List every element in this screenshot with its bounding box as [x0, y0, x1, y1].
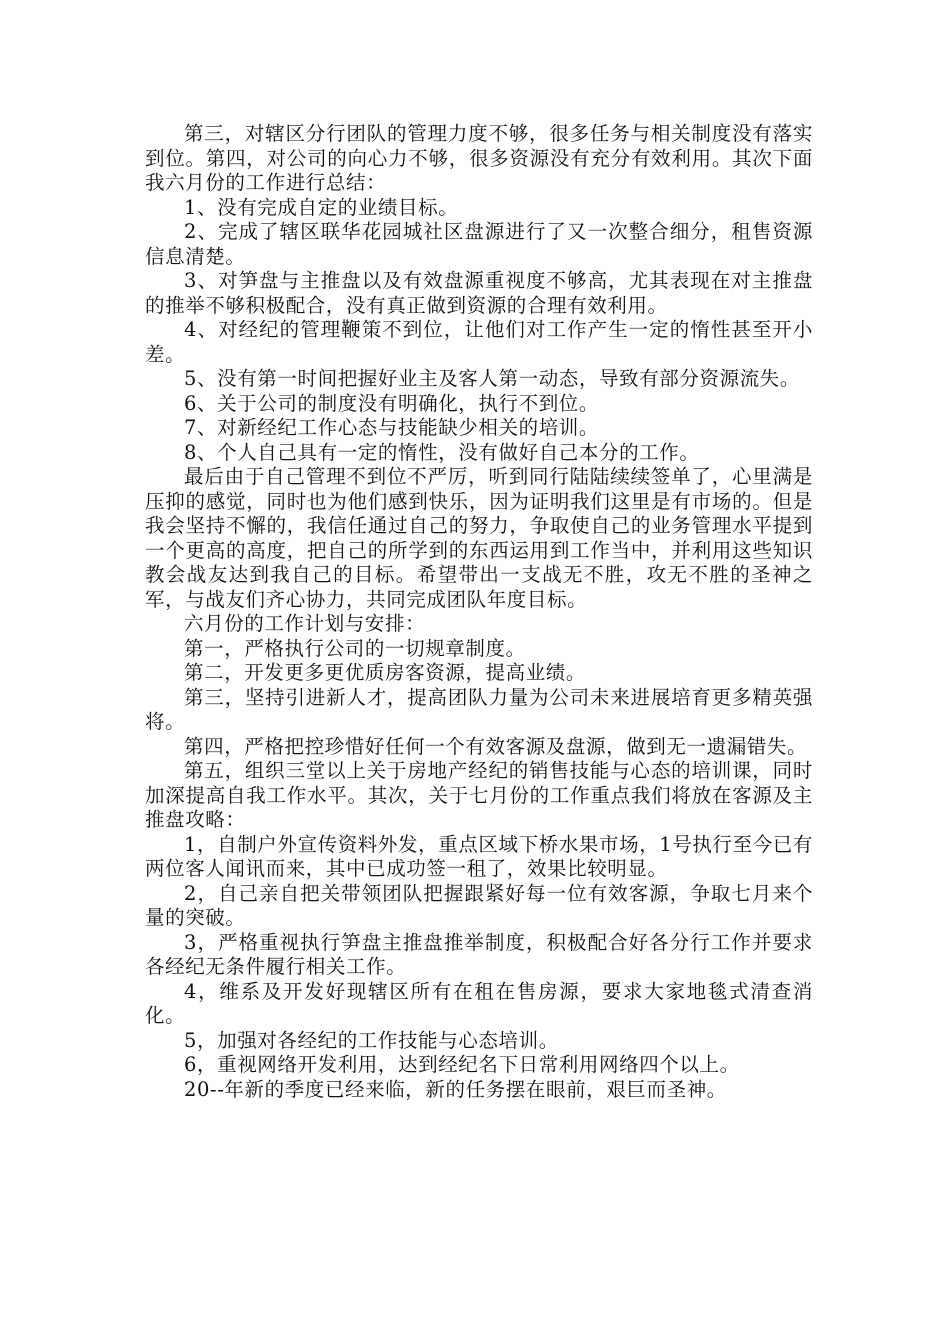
- list-item: 3、对笋盘与主推盘以及有效盘源重视度不够高，尤其表现在对主推盘的推举不够积极配合，没有真正做到资源的合理有效利用。: [145, 269, 813, 317]
- paragraph: 最后由于自己管理不到位不严厉，听到同行陆陆续续签单了，心里满是压抑的感觉，同时也为他们感到快乐，因为证明我们这里是有市场的。但是我会坚持不懈的，我信任通过自己的努力，争取使自己的业务管理水平提到一个更高的高度，把自己的所学到的东西运用到工作当中，并利用这些知识教会战友达到我自己的目标。希望带出一支战无不胜，攻无不胜的圣神之军，与战友们齐心协力，共同完成团队年度目标。: [145, 465, 813, 611]
- list-item: 6，重视网络开发利用，达到经纪名下日常利用网络四个以上。: [184, 1053, 740, 1076]
- list-item: 1、没有完成自定的业绩目标。: [184, 195, 459, 219]
- list-item: 2、完成了辖区联华花园城社区盘源进行了又一次整合细分，租售资源信息清楚。: [145, 220, 813, 268]
- list-item: 第四，严格把控珍惜好任何一个有效客源及盘源，做到无一遗漏错失。: [184, 734, 808, 758]
- list-item: 2，自己亲自把关带领团队把握跟紧好每一位有效客源，争取七月来个量的突破。: [145, 881, 813, 929]
- paragraph: 第三，对辖区分行团队的管理力度不够，很多任务与相关制度没有落实到位。第四，对公司的向心力不够，很多资源没有充分有效利用。其次下面我六月份的工作进行总结：: [145, 122, 813, 194]
- section-heading: 六月份的工作计划与安排：: [184, 612, 426, 635]
- list-item: 5、没有第一时间把握好业主及客人第一动态，导致有部分资源流失。: [184, 367, 801, 390]
- list-item: 1，自制户外宣传资料外发，重点区域下桥水果市场，1号执行至今已有两位客人闻讯而来，其中已成功签一租了，效果比较明显。: [145, 832, 814, 880]
- list-item: 4，维系及开发好现辖区所有在租在售房源，要求大家地毯式清查消化。: [145, 979, 813, 1027]
- list-item: 3，严格重视执行笋盘主推盘推举制度，积极配合好各分行工作并要求各经纪无条件履行相关工作。: [145, 930, 813, 978]
- list-item: 5，加强对各经纪的工作技能与心态培训。: [184, 1028, 559, 1052]
- list-item: 6、关于公司的制度没有明确化，执行不到位。: [184, 391, 600, 415]
- list-item: 第二，开发更多更优质房客资源，提高业绩。: [184, 661, 587, 684]
- list-item: 第一，严格执行公司的一切规章制度。: [184, 636, 526, 660]
- list-item: 7、对新经纪工作心态与技能缺少相关的培训。: [184, 416, 600, 439]
- list-item: 4、对经纪的管理鞭策不到位，让他们对工作产生一定的惰性甚至开小差。: [145, 318, 813, 366]
- paragraph: 20--年新的季度已经来临，新的任务摆在眼前，艰巨而圣神。: [184, 1077, 727, 1101]
- list-item: 8、个人自己具有一定的惰性，没有做好自己本分的工作。: [184, 440, 700, 464]
- list-item: 第三，坚持引进新人才，提高团队力量为公司未来进展培育更多精英强将。: [145, 685, 813, 733]
- document-body: [145, 122, 813, 1102]
- list-item: 第五，组织三堂以上关于房地产经纪的销售技能与心态的培训课，同时加深提高自我工作水平。其次，关于七月份的工作重点我们将放在客源及主推盘攻略：: [145, 759, 813, 831]
